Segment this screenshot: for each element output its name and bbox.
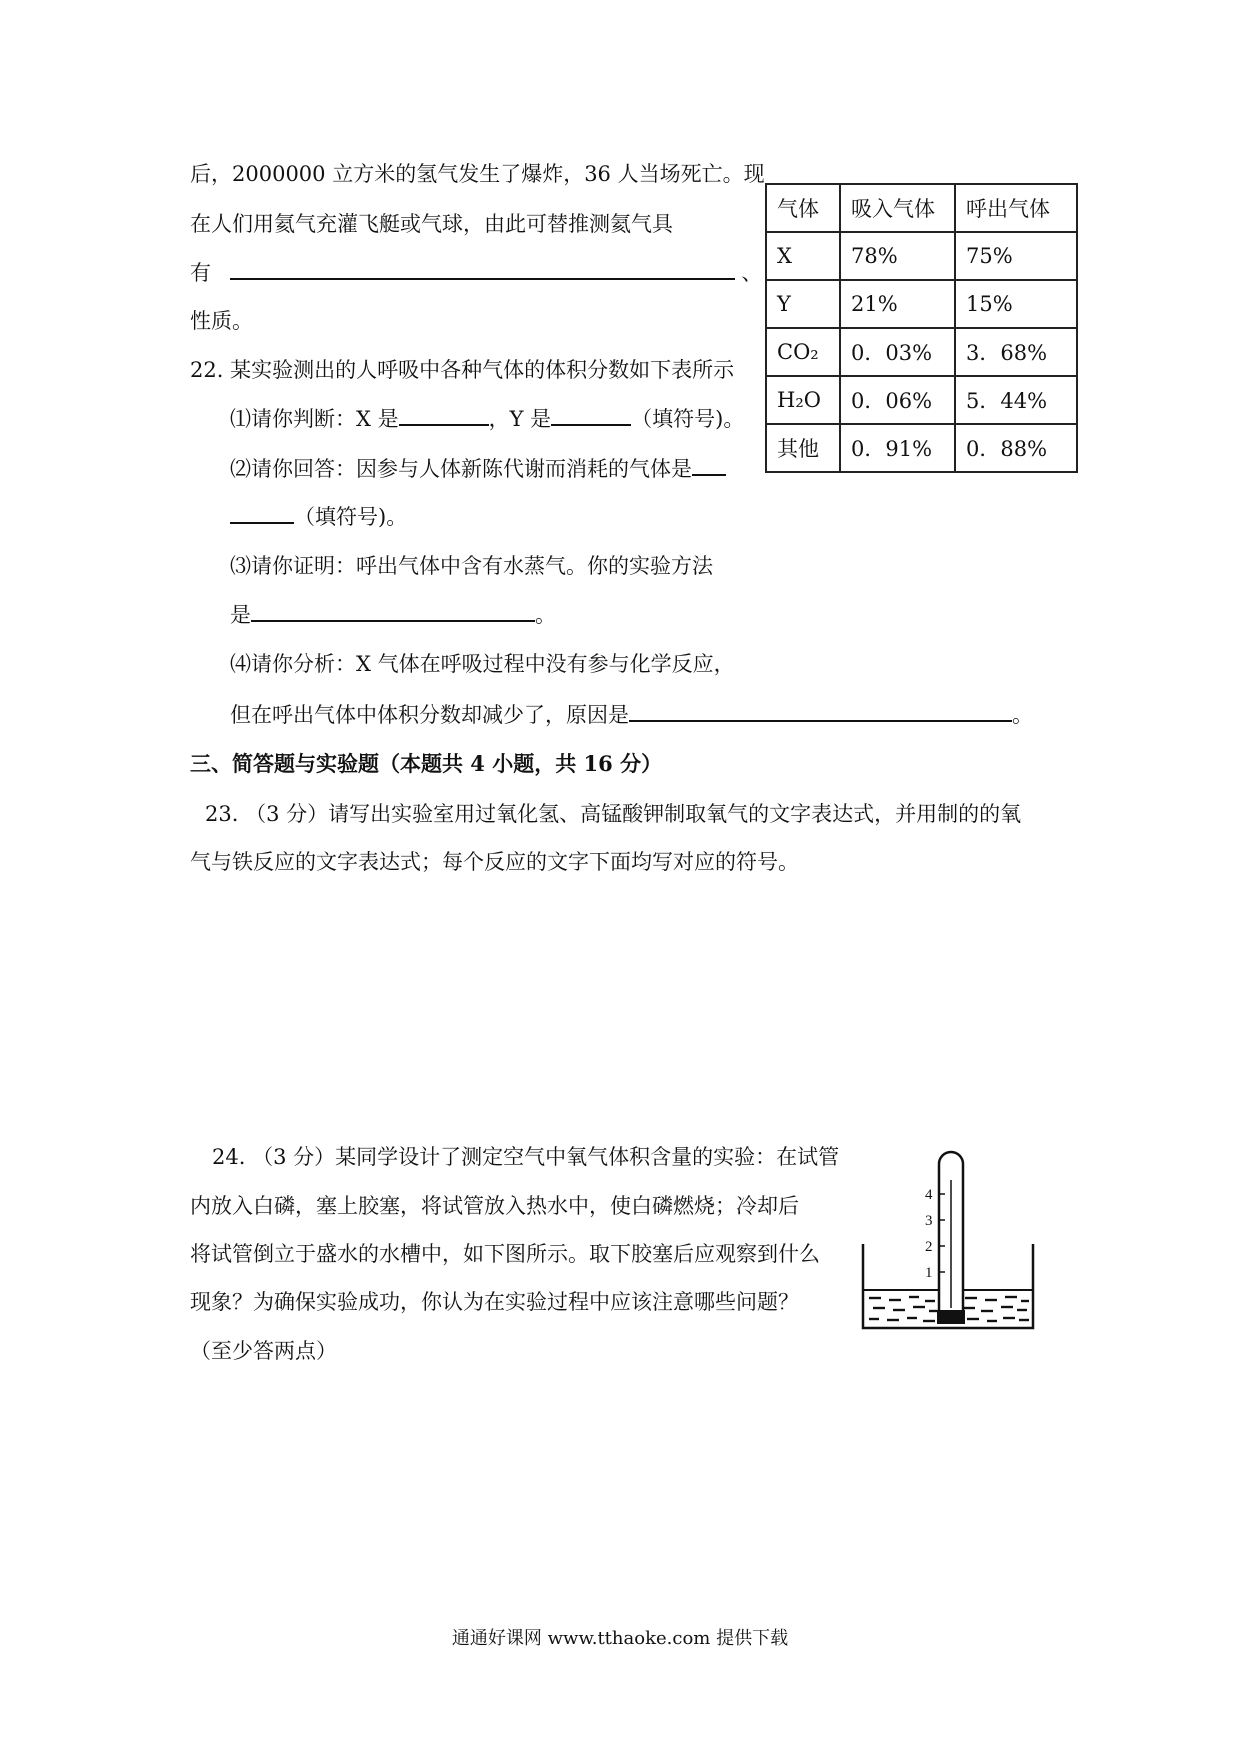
q22-p2-text-b: （填符号)。 — [294, 505, 408, 529]
q22-p1-text-a: ⑴请你判断：X 是 — [230, 407, 399, 431]
table-cell: 0．06% — [840, 376, 955, 424]
table-header-cell: 呼出气体 — [955, 184, 1077, 232]
answer-blank-consumed-gas-2[interactable] — [230, 502, 294, 524]
q22-part-3: ⑶请你证明：呼出气体中含有水蒸气。你的实验方法 — [230, 554, 713, 578]
q23-line-2: 气与铁反应的文字表达式；每个反应的文字下面均写对应的符号。 — [190, 850, 799, 874]
q21-line-2: 在人们用氦气充灌飞艇或气球，由此可替推测氦气具 — [190, 212, 673, 236]
q22-p1-text-b: ，Y 是 — [488, 407, 552, 431]
rubber-stopper — [937, 1310, 965, 1324]
q22-part-4-cont — [230, 700, 1033, 729]
answer-blank-x[interactable] — [399, 404, 489, 426]
q24-line-5: （至少答两点） — [190, 1339, 337, 1363]
q22-part-1 — [230, 404, 744, 433]
table-cell: Y — [766, 280, 840, 328]
q22-p3-text-b: 是 — [230, 603, 251, 627]
section-3-heading: 三、简答题与实验题（本题共 4 小题，共 16 分） — [190, 751, 663, 776]
q24-line-2: 内放入白磷，塞上胶塞，将试管放入热水中，使白磷燃烧；冷却后 — [190, 1194, 799, 1218]
q24-line-3: 将试管倒立于盛水的水槽中，如下图所示。取下胶塞后应观察到什么 — [190, 1242, 820, 1266]
q22-part-2 — [230, 454, 726, 483]
gas-composition-table — [765, 183, 1078, 473]
table-cell: H₂O — [766, 376, 840, 424]
table-row — [766, 424, 1077, 472]
q21-line-4: 性质。 — [190, 309, 253, 333]
q24-line-1: 24. （3 分）某同学设计了测定空气中氧气体积含量的实验：在试管 — [212, 1145, 840, 1169]
q22-intro: 22. 某实验测出的人呼吸中各种气体的体积分数如下表所示 — [190, 358, 735, 382]
table-cell: 78% — [840, 232, 955, 280]
answer-blank-consumed-gas-1[interactable] — [692, 454, 726, 476]
table-cell: 0．91% — [840, 424, 955, 472]
table-row — [766, 376, 1077, 424]
table-header-row — [766, 184, 1077, 232]
tick-label: 1 — [925, 1265, 933, 1281]
table-cell: 21% — [840, 280, 955, 328]
table-header-cell: 气体 — [766, 184, 840, 232]
tick-label: 3 — [925, 1213, 933, 1229]
q21-line-3-suffix: 、 — [741, 261, 763, 285]
table-cell: CO₂ — [766, 328, 840, 376]
q23-line-1: 23. （3 分）请写出实验室用过氧化氢、高锰酸钾制取氧气的文字表达式，并用制的的氧 — [205, 802, 1022, 826]
q21-line-3-prefix: 有 — [190, 261, 211, 285]
q21-line-3 — [190, 258, 762, 287]
q22-p4-text-b: 但在呼出气体中体积分数却减少了，原因是 — [230, 703, 629, 727]
test-tube-trough-figure — [855, 1150, 1045, 1350]
q24-line-4: 现象？为确保实验成功，你认为在实验过程中应该注意哪些问题？ — [190, 1290, 799, 1314]
table-cell: X — [766, 232, 840, 280]
answer-blank-y[interactable] — [551, 404, 631, 426]
q22-p1-text-c: （填符号)。 — [631, 407, 745, 431]
q22-p3-text-c: 。 — [535, 603, 556, 627]
table-cell: 15% — [955, 280, 1077, 328]
table-cell: 5．44% — [955, 376, 1077, 424]
table-row — [766, 280, 1077, 328]
table-cell: 0．88% — [955, 424, 1077, 472]
q22-part-4: ⑷请你分析：X 气体在呼吸过程中没有参与化学反应， — [230, 652, 735, 676]
table-cell: 0．03% — [840, 328, 955, 376]
table-cell: 3．68% — [955, 328, 1077, 376]
tick-label: 2 — [925, 1239, 933, 1255]
table-row — [766, 328, 1077, 376]
answer-blank-reason[interactable] — [629, 700, 1012, 722]
table-cell: 75% — [955, 232, 1077, 280]
table-row — [766, 232, 1077, 280]
answer-blank-method[interactable] — [251, 600, 535, 622]
table-cell: 其他 — [766, 424, 840, 472]
q21-line-1: 后，2000000 立方米的氢气发生了爆炸，36 人当场死亡。现 — [190, 162, 765, 186]
q22-part-3-cont — [230, 600, 556, 629]
answer-blank-helium-property[interactable] — [230, 258, 735, 280]
tick-label: 4 — [925, 1187, 933, 1203]
q22-part-2-cont — [230, 502, 407, 531]
page-footer: 通通好课网 www.tthaoke.com 提供下载 — [451, 1628, 789, 1649]
q22-p2-text-a: ⑵请你回答：因参与人体新陈代谢而消耗的气体是 — [230, 457, 692, 481]
q22-p4-text-c: 。 — [1012, 703, 1033, 727]
table-header-cell: 吸入气体 — [840, 184, 955, 232]
